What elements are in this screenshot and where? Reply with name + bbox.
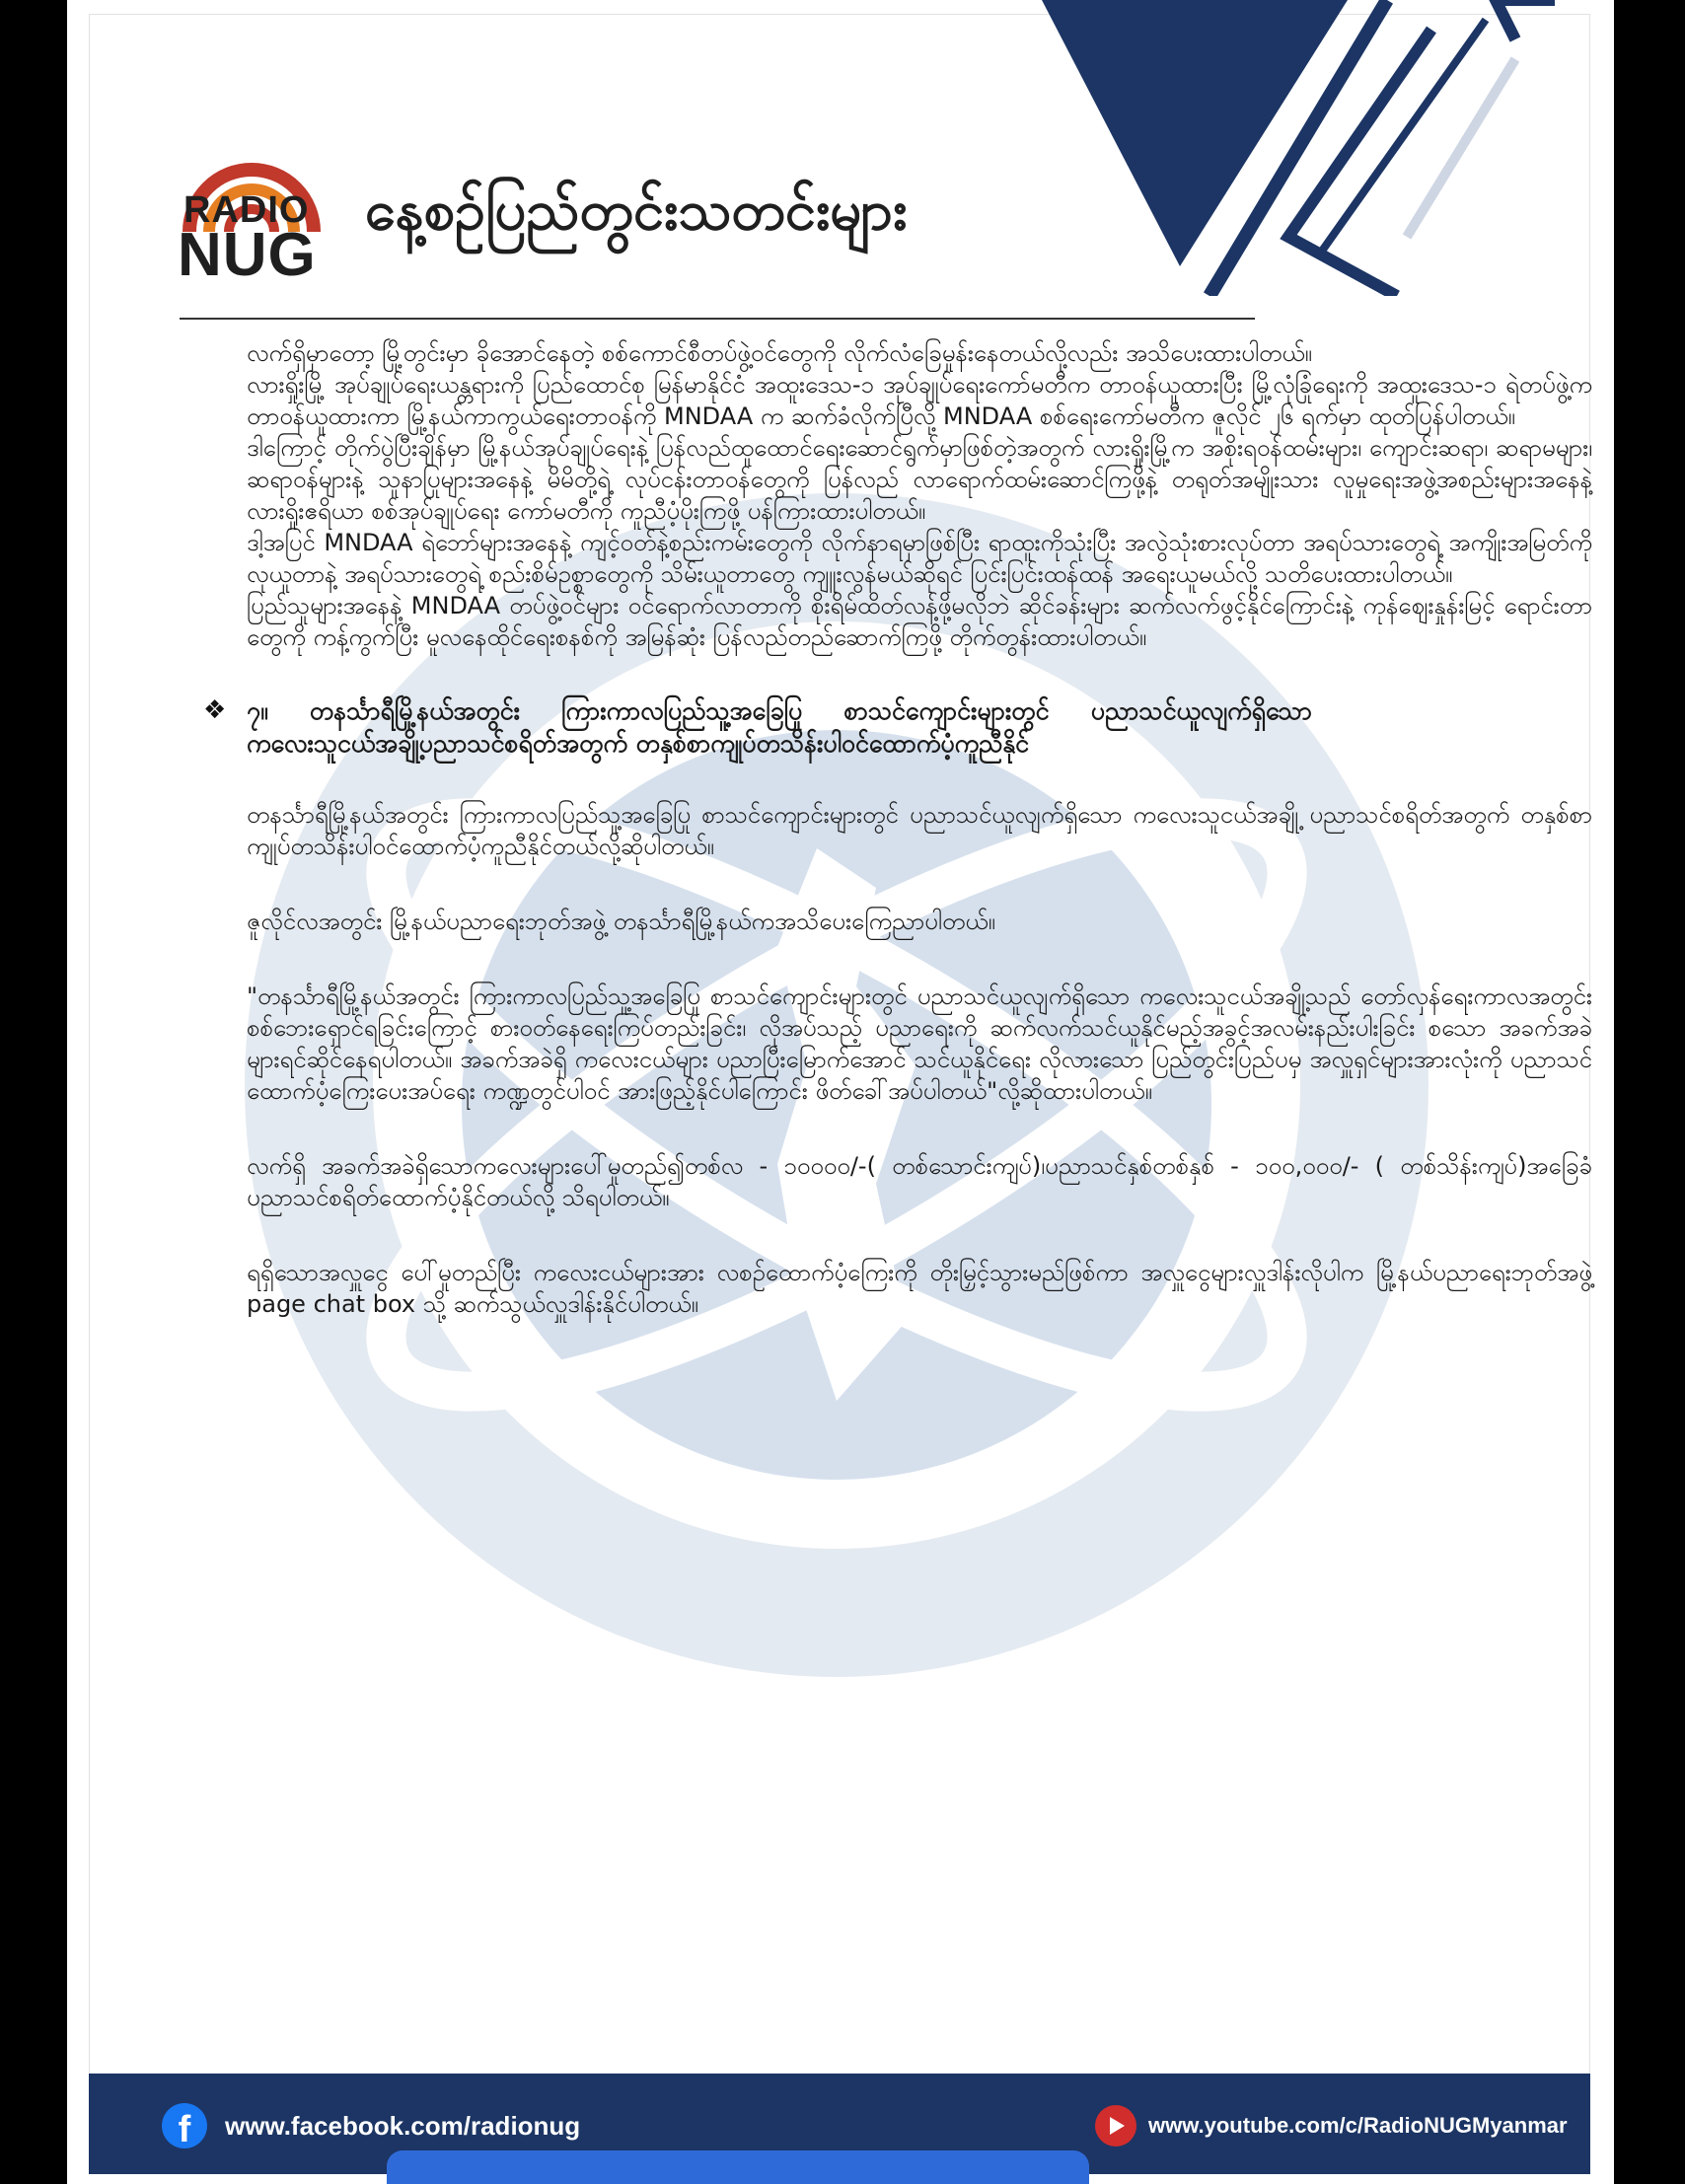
- bottom-scroll-handle[interactable]: [387, 2150, 1089, 2184]
- window-frame-left: [0, 0, 67, 2184]
- paragraph: လက်ရှိမှာတော့ မြို့တွင်းမှာ ခိုအောင်နေတဲ့ စစ်ကောင်စီတပ်ဖွဲ့ဝင်တွေကို လိုက်လံခြေမှုန်းနေတယ်လို့လည်း အသိပေးထားပါတယ်။: [247, 339, 1312, 367]
- paragraph: လက်ရှိ အခက်အခဲရှိသောကလေးများပေါ်မူတည်၍တစ်လ - ၁၀၀၀၀/-( တစ်သောင်းကျပ်)၊ပညာသင်နှစ်တစ်နှစ် - ၁၀၀,၀၀၀/- ( တစ်သိန်းကျပ်)အခြေခံ ပညာသင်စရိတ်ထောက်ပံ့နိုင်တယ်လို့ သိရပါတယ်။: [247, 1152, 1592, 1211]
- paragraph: ဒါ့အပြင် MNDAA ရဲဘော်များအနေနဲ့ ကျင့်ဝတ်နဲ့စည်းကမ်းတွေကို လိုက်နာရမှာဖြစ်ပြီး ရာထူးကိုသုံးပြီး အလွဲသုံးစားလုပ်တာ အရပ်သားတွေရဲ့ အကျိုးအမြတ်ကို လုယူတာနဲ့ အရပ်သားတွေရဲ့ စည်းစိမ်ဥစ္စာတွေကို သိမ်းယူတာတွေ ကျူးလွန်မယ်ဆိုရင် ပြင်းပြင်းထန်ထန် အရေးယူမယ်လို့ သတိပေးထားပါတယ်။: [247, 529, 1592, 588]
- section-heading: [203, 694, 1592, 760]
- news-page: [67, 0, 1614, 2184]
- paragraph: တနင်္သာရီမြို့နယ်အတွင်း ကြားကာလပြည်သူ့အခြေပြု စာသင်ကျောင်းများတွင် ပညာသင်ယူလျက်ရှိသော ကလေးသူငယ်အချို့ ပညာသင်စရိတ်အတွက် တနှစ်စာကျုပ်တသိန်းပါဝင်ထောက်ပံ့ကူညီနိုင်တယ်လို့ဆိုပါတယ်။: [247, 801, 1592, 860]
- youtube-icon[interactable]: [1095, 2105, 1136, 2147]
- paragraph: ရရှိသောအလှူငွေ ပေါ်မူတည်ပြီး ကလေးငယ်များအား လစဉ်ထောက်ပံ့ကြေးကို တိုးမြှင့်သွားမည်ဖြစ်ကာ အလှူငွေများလှူဒါန်းလိုပါက မြို့နယ်ပညာရေးဘုတ်အဖွဲ့ page chat box သို့ ဆက်သွယ်လှူဒါန်းနိုင်ပါတယ်။: [247, 1259, 1592, 1318]
- section-heading-text: ၇။ တနင်္သာရီမြို့နယ်အတွင်း ကြားကာလပြည်သူ့အခြေပြု စာသင်ကျောင်းများတွင် ပညာသင်ယူလျက်ရှိသော ကလေးသူငယ်အချို့ပညာသင်စရိတ်အတွက် တနှစ်စာကျုပ်တသိန်းပါဝင်ထောက်ပံ့ကူညီနိုင်: [247, 696, 1312, 758]
- diamond-bullet-icon: ❖: [203, 695, 227, 725]
- facebook-icon[interactable]: f: [162, 2103, 207, 2148]
- paragraph: လားရှိုးမြို့ အုပ်ချုပ်ရေးယန္တရားကို ပြည်ထောင်စု မြန်မာနိုင်ငံ အထူးဒေသ-၁ အုပ်ချုပ်ရေးကော်မတီက တာဝန်ယူထားပြီး မြို့လုံခြုံရေးကို အထူးဒေသ-၁ ရဲတပ်ဖွဲ့က တာဝန်ယူထားကာ မြို့နယ်ကာကွယ်ရေးတာဝန်ကို MNDAA က ဆက်ခံလိုက်ပြီလို့ MNDAA စစ်ရေးကော်မတီက ဇူလိုင် ၂၆ ရက်မှာ ထုတ်ပြန်ပါတယ်။: [247, 371, 1592, 430]
- paragraph: ဇူလိုင်လအတွင်း မြို့နယ်ပညာရေးဘုတ်အဖွဲ့ တနင်္သာရီမြို့နယ်ကအသိပေးကြေညာပါတယ်။: [247, 908, 995, 935]
- window-frame-right: [1614, 0, 1685, 2184]
- page-title: နေ့စဉ်ပြည်တွင်းသတင်းများ: [365, 179, 908, 243]
- article-body: [203, 337, 1592, 1320]
- paragraph: ဒါကြောင့် တိုက်ပွဲပြီးချိန်မှာ မြို့နယ်အုပ်ချုပ်ရေးနဲ့ ပြန်လည်ထူထောင်ရေးဆောင်ရွက်မှာဖြစ်တဲ့အတွက် လားရှိုးမြို့က အစိုးရဝန်ထမ်းများ၊ ကျောင်းဆရာ၊ ဆရာမများ၊ ဆရာဝန်များနဲ့ သူနာပြုများအနေနဲ့ မိမိတို့ရဲ့ လုပ်ငန်းတာဝန်တွေကို ပြန်လည် လာရောက်ထမ်းဆောင်ကြဖို့နဲ့ တရုတ်အမျိုးသား လူမှုရေးအဖွဲ့အစည်းများအနေနဲ့ လားရှိုးဧရိယာ စစ်အုပ်ချုပ်ရေး ကော်မတီကို ကူညီပံ့ပိုးကြဖို့ ပန်ကြားထားပါတယ်။: [247, 434, 1592, 525]
- logo-nug-text: NUG: [178, 221, 317, 289]
- paragraph: ပြည်သူများအနေနဲ့ MNDAA တပ်ဖွဲ့ဝင်များ ဝင်ရောက်လာတာကို စိုးရိမ်ထိတ်လန့်ဖို့မလိုဘဲ ဆိုင်ခန်းများ ဆက်လက်ဖွင့်နိုင်ကြောင်းနဲ့ ကုန်ဈေးနှုန်းမြင့် ရောင်းတာတွေကို ကန့်ကွက်ပြီး မူလနေထိုင်ရေးစနစ်ကို အမြန်ဆုံး ပြန်လည်တည်ဆောက်ကြဖို့ တိုက်တွန်းထားပါတယ်။: [247, 592, 1592, 651]
- corner-decoration: [884, 0, 1614, 296]
- logo-radio-text: RADIO: [183, 189, 310, 231]
- header-divider: [180, 318, 1255, 320]
- paragraph: "တနင်္သာရီမြို့နယ်အတွင်း ကြားကာလပြည်သူ့အခြေပြု စာသင်ကျောင်းများတွင် ပညာသင်ယူလျက်ရှိသော ကလေးသူငယ်အချို့သည် တော်လှန်ရေးကာလအတွင်း စစ်ဘေးရှောင်ရခြင်းကြောင့် စားဝတ်နေရေးကြပ်တည်းခြင်း၊ လိုအပ်သည့် ပညာရေးကို ဆက်လက်သင်ယူနိုင်မည့်အခွင့်အလမ်းနည်းပါးခြင်း စသော အခက်အခဲများရင်ဆိုင်နေရပါတယ်။ အခက်အခဲရှိ ကလေးငယ်များ ပညာပြီးမြောက်အောင် သင်ယူနိုင်ရေး လိုလားသော ပြည်တွင်းပြည်ပမှ အလှူရှင်များအားလုံးကို ပညာသင်ထောက်ပံ့ကြေးပေးအပ်ရေး ကဏ္ဍတွင်ပါဝင် အားဖြည့်နိုင်ပါကြောင်း ဖိတ်ခေါ်အပ်ပါတယ်"လို့ဆိုထားပါတယ်။: [247, 983, 1592, 1105]
- facebook-link[interactable]: www.facebook.com/radionug: [225, 2111, 581, 2141]
- youtube-link[interactable]: www.youtube.com/c/RadioNUGMyanmar: [1148, 2113, 1568, 2138]
